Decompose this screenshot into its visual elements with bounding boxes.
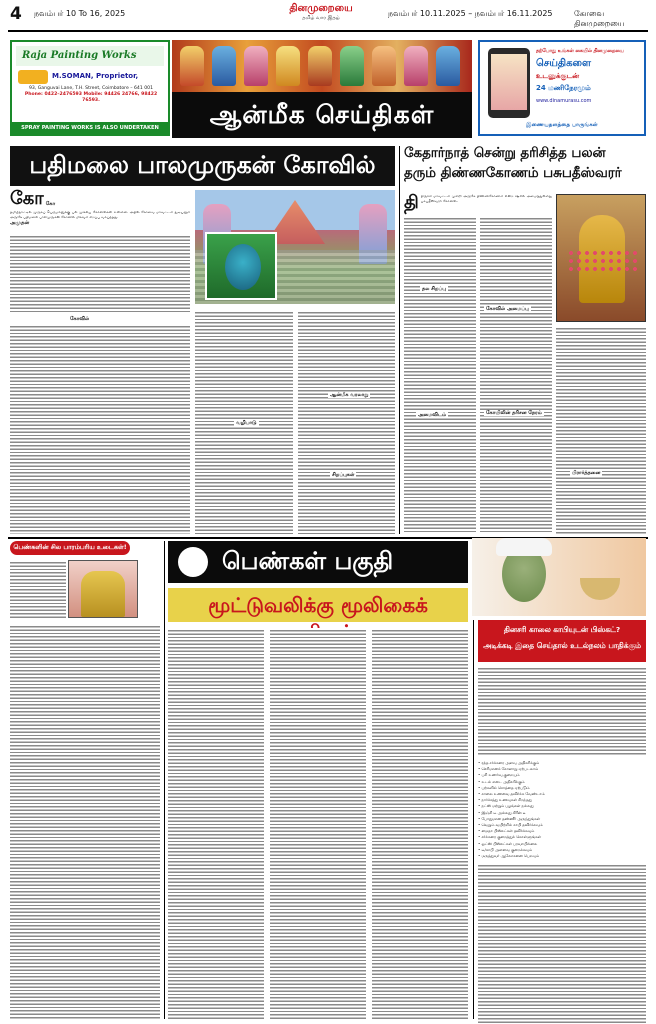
article2-headline: [404, 146, 646, 190]
article1-lead: தமிழ்நாட்டில் முருகப் பெருமானுக்கு பல முக்கிய கோவில்கள் உள்ளன. அதில் கோவை மாவட்டம் துடியலூர் அருகே பதிமலை பாலமுருகன் கோவில் மிகவும் சிறப்பு வாய்ந்தது.: [10, 210, 190, 220]
deity-image: [212, 46, 236, 86]
herbal-bowl: [580, 578, 620, 600]
ad-proprietor: M.SOMAN, Proprietor,: [52, 72, 139, 80]
bullet-item: • நட்ஸ் மற்றும் பழங்கள் நல்லது: [478, 803, 534, 809]
page-number: 4: [10, 4, 22, 24]
ad-footer: SPRAY PAINTING WORKS IS ALSO UNDERTAKEN: [12, 122, 168, 134]
joint-pain-headline-band: [168, 588, 468, 622]
joint-pain-article-text: [372, 628, 468, 1019]
dress-article-text: [10, 624, 160, 1019]
article2-subhead: பிரார்த்தனை: [572, 470, 601, 476]
article1-subhead: சிறப்புகள்: [332, 472, 355, 478]
joint-pain-article-text: [270, 628, 366, 1019]
article1-headline: பதிமலை பாலமுருகன் கோவில்: [29, 151, 376, 179]
section-title: ஆன்மீக செய்திகள்: [209, 100, 435, 129]
bullet-item: • செரிமானக் கோளாறு ஏற்படலாம்: [478, 766, 539, 772]
bullet-item: • சர்க்கரை குறைத்துக் கொள்ளுங்கள்: [478, 834, 541, 840]
ad-address: 93, Ganguvai Lane, T.H. Street, Coimbatore – 641 001: [28, 86, 153, 91]
deity-image: [340, 46, 364, 86]
ad-right-line6: இணையதளத்தை பாருங்கள்: [526, 122, 598, 128]
article2-body-text: [404, 216, 476, 534]
ad-address-block: [16, 86, 166, 104]
article1-body-text: [10, 324, 190, 534]
bullet-item: • ஓட்ஸ் பிஸ்கட்கள் பரவாயில்லை: [478, 840, 538, 846]
column-rule: [473, 620, 474, 1019]
facepack-photo: [472, 538, 646, 616]
bullet-item: • நார்ச்சத்து உணவுகள் சிறந்தது: [478, 797, 532, 803]
header-rule: [8, 30, 648, 32]
article1-dropcap: கோ: [10, 188, 44, 209]
paint-brush-icon: [18, 70, 48, 84]
article2-lead: திருச்சி மாவட்டம் முசிறி அருகே திண்ணகோணம் என்ற ஊரில் அமைந்துள்ளது பசுபதீஸ்வரர் கோவில்.: [420, 194, 552, 204]
painting-works-ad[interactable]: [10, 40, 170, 136]
article2-subhead: கோயிலின் தரிசன நேரம்: [486, 410, 542, 416]
deity-image: [404, 46, 428, 86]
women-section-band: [168, 541, 468, 583]
bullet-item: • பற்களில் சொத்தை ஏற்படும்: [478, 784, 530, 790]
ad-phone: Phone: 0422–2476593 Mobile: 94426 24766, 98422 76593.: [24, 92, 158, 103]
bullet-item: • டீ/காபி அளவை குறைக்கவும்: [478, 846, 532, 852]
article1-subhead: ஆன்மீக வரலாறு: [330, 392, 369, 398]
ad-right-line3: உடனுக்குடன்: [536, 72, 580, 80]
article1-byline: கோ அமுதன்: [10, 201, 56, 226]
saree-photo: [68, 560, 138, 618]
bullet-item: • போதுமான தண்ணீர் அருந்துங்கள்: [478, 815, 540, 821]
ad-title: Raja Painting Works: [16, 46, 164, 66]
biscuit-headline-band: [478, 620, 646, 662]
ad-right-line2: செய்திகளை: [536, 58, 591, 69]
traditional-dress-headline-band: [10, 541, 130, 555]
flower-garland: [567, 249, 637, 275]
saree: [81, 571, 125, 617]
ad-right-line1: தற்போது உங்கள் கையில் தினமுறையை: [536, 49, 624, 54]
deity-image: [436, 46, 460, 86]
article1-body-text: [10, 234, 190, 314]
article2-headline-line2: தரும் திண்ணகோணம் பசுபதீஸ்வரர்: [404, 166, 622, 181]
deity-image: [180, 46, 204, 86]
biscuit-article-text: [478, 666, 646, 756]
article1-subhead: வழிபாடு: [236, 420, 257, 426]
article2-headline-line1: கேதார்நாத் சென்று தரிசித்த பலன்: [404, 146, 646, 162]
deity-image: [308, 46, 332, 86]
biscuit-headline-line1: தினசரி காலை காபியுடன் பிஸ்கட்?: [503, 625, 621, 634]
article1-subhead: கோவில்: [70, 316, 90, 322]
header-edition: கோவை தினமுறையை: [574, 9, 625, 28]
shiva-idol-photo: [556, 194, 646, 322]
biscuit-article-text: [478, 863, 646, 1023]
masthead-title: தினமுறையை: [289, 3, 353, 14]
article1-headline-band: [10, 146, 395, 186]
header-date-right: நவம்பர் 10.11.2025 – நவம்பர் 16.11.2025: [388, 9, 553, 18]
column-rule: [399, 146, 400, 534]
joint-pain-headline: மூட்டுவலிக்கு மூலிகைக்: [208, 593, 428, 617]
article2-subhead: கோவில் அமைப்பு: [486, 306, 529, 312]
women-section-title: பெண்கள் பகுதி: [222, 547, 394, 575]
dress-article-text: [10, 560, 66, 620]
ad-right-line4: 24 மணிநேரமும்: [536, 84, 591, 92]
section-title-band: [172, 92, 472, 138]
woman-silhouette-icon: [178, 547, 208, 577]
biscuit-bullet-list: [478, 760, 646, 1019]
article2-body-text: [480, 216, 552, 534]
bullet-item: • மருத்துவர் ஆலோசனை பெறவும்: [478, 853, 539, 859]
traditional-dress-headline: பெண்களின் சில பாரம்பரிய உடைகள்!: [13, 543, 127, 551]
towel: [496, 538, 552, 556]
header-date-left: நவம்பர் 10 To 16, 2025: [34, 9, 126, 18]
article2-lead-block: [404, 194, 552, 214]
article2-dropcap: தி: [404, 192, 419, 213]
smartphone-icon: [488, 48, 530, 118]
biscuit-headline-line2: அடிக்கடி இதை செய்தால் உடல்நலம் பாதிக்கும்: [483, 641, 641, 650]
deity-image: [372, 46, 396, 86]
masthead[interactable]: [286, 3, 356, 25]
article2-body-text: [556, 326, 646, 534]
bullet-item: • உடல் எடை அதிகரிக்கும்: [478, 778, 525, 784]
bullet-item: • இஞ்சி டீ அல்லது கிரீன் டீ: [478, 809, 526, 815]
bullet-item: • மைதா பிஸ்கட்கள் தவிர்க்கவும்: [478, 828, 535, 834]
peacock-idol: [225, 244, 261, 290]
article1-body-text: [298, 310, 395, 534]
bullet-item: • வெறும் வயிற்றில் காபி தவிர்க்கவும்: [478, 822, 543, 828]
article2-subhead: தல சிறப்பு: [422, 286, 446, 292]
bullet-item: • ரத்த சர்க்கரை அளவு அதிகரிக்கும்: [478, 760, 540, 765]
deity-image: [244, 46, 268, 86]
deity-image: [276, 46, 300, 86]
column-rule: [164, 541, 165, 1019]
ad-right-website[interactable]: www.dinamurasu.com: [536, 98, 592, 104]
deity-image-strip: [172, 40, 472, 92]
murugan-photo: [205, 232, 277, 300]
bullet-item: • காலை உணவை தவிர்க்க வேண்டாம்: [478, 791, 545, 797]
article2-subhead: அமைவிடம்: [418, 412, 447, 418]
joint-pain-article-text: [168, 628, 264, 1019]
masthead-subtitle: தமிழ் வார இதழ்: [302, 15, 340, 21]
bullet-item: • பசி உணர்வு குறையும்: [478, 772, 520, 778]
dinamurasu-web-ad[interactable]: [478, 40, 646, 136]
